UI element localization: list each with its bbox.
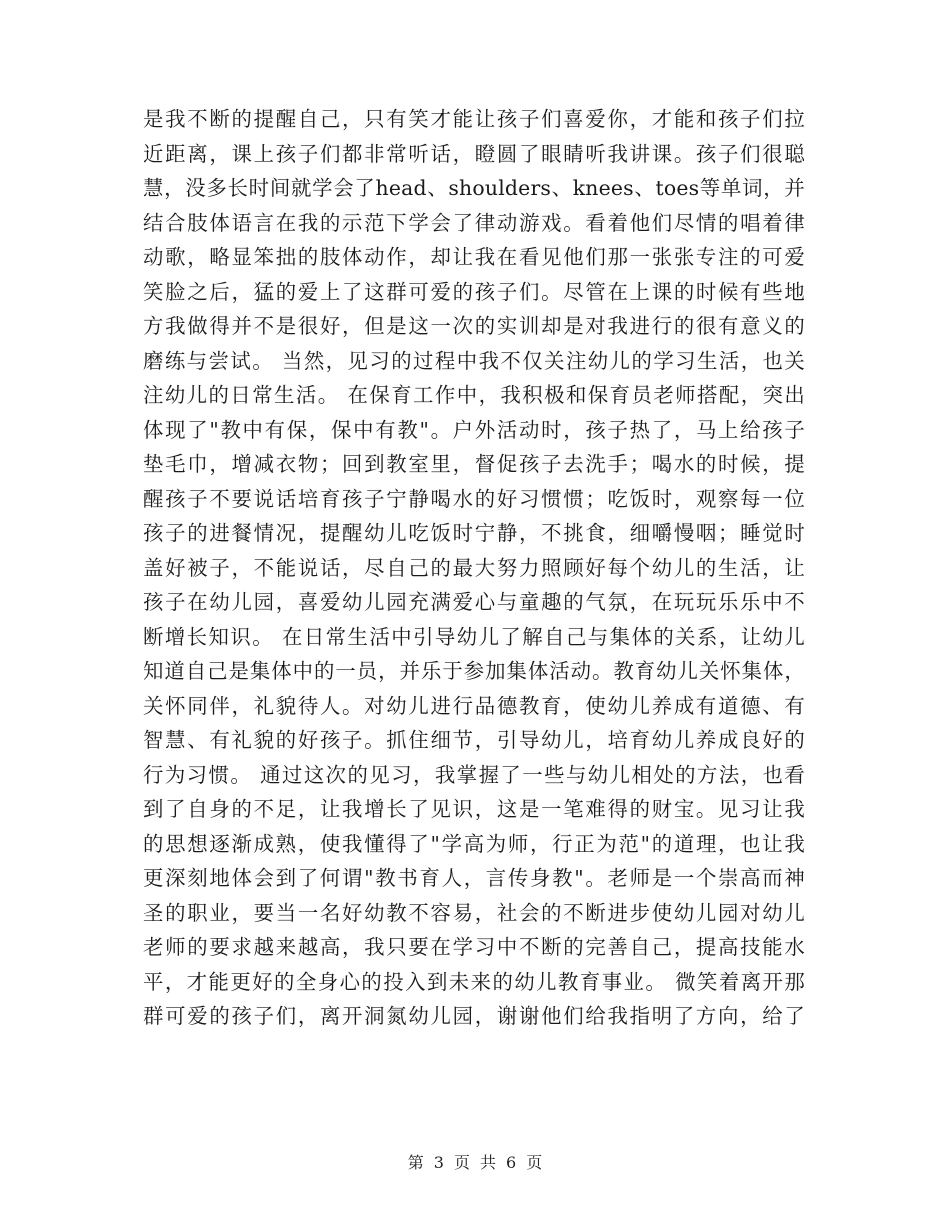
text-line: 垫毛巾，增减衣物；回到教室里，督促孩子去洗手；喝水的时候，提 — [143, 452, 805, 476]
footer-page-unit: 页 — [453, 1153, 470, 1172]
text-line: 动歌，略显笨拙的肢体动作，却让我在看见他们那一张张专注的可爱 — [143, 245, 805, 269]
text-line: 平，才能更好的全身心的投入到未来的幼儿教育事业。 微笑着离开那 — [143, 969, 805, 994]
text-line: 笑脸之后，猛的爱上了这群可爱的孩子们。尽管在上课的时候有些地 — [143, 279, 805, 304]
footer-total-unit: 页 — [526, 1153, 543, 1172]
text-line: 近距离，课上孩子们都非常听话，瞪圆了眼睛听我讲课。孩子们很聪 — [143, 141, 805, 166]
text-line: 方我做得并不是很好，但是这一次的实训却是对我进行的很有意义的 — [143, 314, 805, 338]
text-line: 体现了"教中有保，保中有教"。户外活动时，孩子热了，马上给孩子 — [143, 417, 805, 442]
text-line: 智慧、有礼貌的好孩子。抓住细节，引导幼儿，培育幼儿养成良好的 — [143, 728, 805, 752]
footer-current-page: 3 — [433, 1153, 444, 1172]
page-footer — [0, 1153, 950, 1173]
footer-prefix: 第 — [407, 1153, 424, 1172]
text-line: 更深刻地体会到了何谓"教书育人，言传身教"。老师是一个崇高而神 — [143, 866, 805, 890]
text-line: 是我不断的提醒自己，只有笑才能让孩子们喜爱你，才能和孩子们拉 — [143, 107, 805, 131]
text-line: 慧，没多长时间就学会了head、shoulders、knees、toes等单词，并 — [143, 176, 805, 200]
text-line: 断增长知识。 在日常生活中引导幼儿了解自己与集体的关系，让幼儿 — [143, 624, 805, 649]
text-line: 老师的要求越来越高，我只要在学习中不断的完善自己，提高技能水 — [143, 935, 805, 959]
text-line: 结合肢体语言在我的示范下学会了律动游戏。看着他们尽情的唱着律 — [143, 210, 805, 235]
text-line: 盖好被子，不能说话，尽自己的最大努力照顾好每个幼儿的生活，让 — [143, 555, 805, 580]
text-line: 圣的职业，要当一名好幼教不容易，社会的不断进步使幼儿园对幼儿 — [143, 900, 805, 925]
text-line: 关怀同伴，礼貌待人。对幼儿进行品德教育，使幼儿养成有道德、有 — [143, 693, 805, 718]
body-text — [143, 102, 805, 1034]
text-line: 磨练与尝试。 当然，见习的过程中我不仅关注幼儿的学习生活，也关 — [143, 348, 805, 373]
footer-total-pages: 6 — [506, 1153, 517, 1172]
footer-total-prefix: 共 — [480, 1153, 497, 1172]
text-line: 群可爱的孩子们，离开洞氮幼儿园，谢谢他们给我指明了方向，给了 — [143, 1004, 805, 1028]
text-line: 注幼儿的日常生活。 在保育工作中，我积极和保育员老师搭配，突出 — [143, 383, 805, 407]
text-line: 的思想逐渐成熟，使我懂得了"学高为师，行正为范"的道理，也让我 — [143, 831, 805, 856]
text-line: 行为习惯。 通过这次的见习，我掌握了一些与幼儿相处的方法，也看 — [143, 762, 805, 787]
text-line: 知道自己是集体中的一员，并乐于参加集体活动。教育幼儿关怀集体， — [143, 659, 805, 683]
text-line: 到了自身的不足，让我增长了见识，这是一笔难得的财宝。见习让我 — [143, 797, 805, 821]
text-line: 孩子在幼儿园，喜爱幼儿园充满爱心与童趣的气氛，在玩玩乐乐中不 — [143, 590, 805, 614]
text-line: 孩子的进餐情况，提醒幼儿吃饭时宁静，不挑食，细嚼慢咽；睡觉时 — [143, 521, 805, 545]
text-line: 醒孩子不要说话培育孩子宁静喝水的好习惯惯；吃饭时，观察每一位 — [143, 486, 805, 511]
